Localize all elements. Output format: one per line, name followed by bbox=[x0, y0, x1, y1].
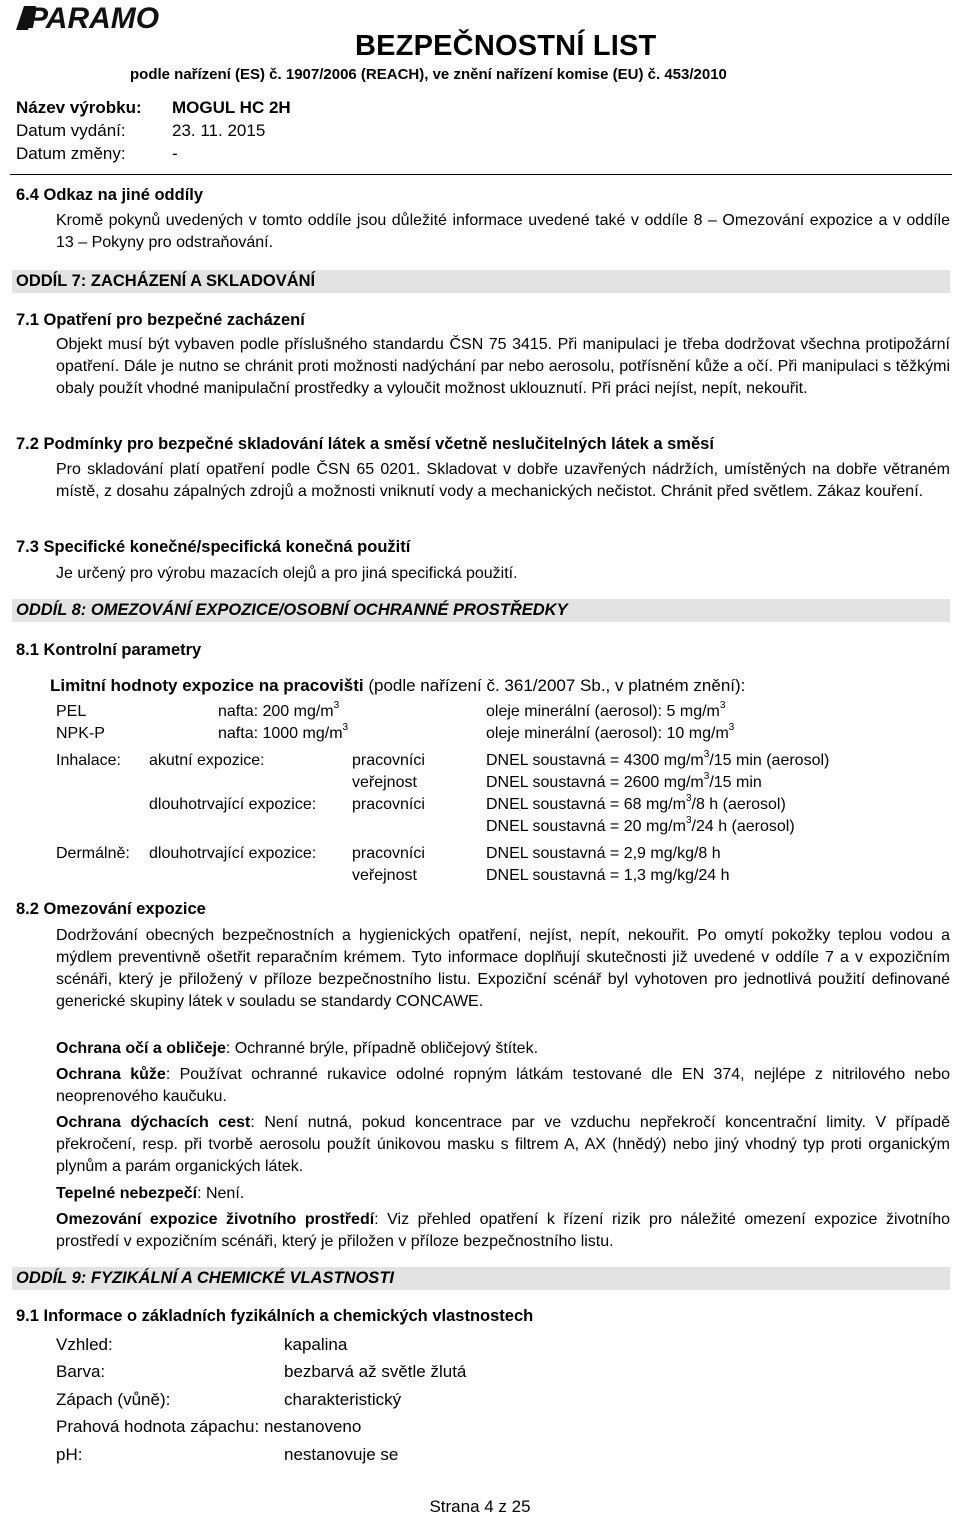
prop-value-odor-threshold: nestanoveno bbox=[263, 1417, 362, 1436]
prop-key-odor: Zápach (vůně): bbox=[56, 1390, 171, 1409]
heading-9-1: 9.1 Informace o základních fyzikálních a chemických vlastnostech bbox=[16, 1307, 534, 1325]
section-7-bar bbox=[12, 270, 950, 293]
dnel-5: DNEL soustavná = 2,9 mg/kg/8 h bbox=[486, 845, 721, 862]
limits-line bbox=[50, 676, 745, 696]
inhalation-label: Inhalace: bbox=[56, 752, 121, 769]
environmental-exposure: Omezování expozice životního prostředí: Viz přehled opatření k řízení rizik pro náležité omezení expozice životního prostředí v expozičním scénáři, který je přiložen v příloze bezpečnostního listu. bbox=[56, 1211, 950, 1250]
dnel-1: DNEL soustavná = 4300 $mg/m^3/15$ min (aerosol) bbox=[486, 748, 830, 769]
section-8-title: ODDÍL 8: OMEZOVÁNÍ EXPOZICE/OSOBNÍ OCHRANNÉ PROSTŘEDKY bbox=[16, 601, 568, 619]
workers-label-1: pracovníci bbox=[352, 752, 425, 769]
text-7-3: Je určený pro výrobu mazacích olejů a pro jiná specifická použití. bbox=[56, 565, 518, 582]
workers-label-3: pracovníci bbox=[352, 845, 425, 862]
prop-key-appearance: Vzhled: bbox=[56, 1335, 113, 1354]
prop-value-appearance: kapalina bbox=[284, 1335, 348, 1354]
dnel-4: DNEL soustavná = 20 $mg/m^3/24$ h (aerosol) bbox=[486, 814, 795, 835]
npk-value-1: nafta: 1000 $mg/m^3$ bbox=[218, 721, 349, 742]
text-6-4: Kromě pokynů uvedených v tomto oddíle jsou důležité informace uvedené také v oddíle 8 – Omezování expozice a v oddíle 13 – Pokyny pro odstraňování. bbox=[56, 212, 950, 251]
thermal-hazard: Tepelné nebezpečí: Není. bbox=[56, 1185, 245, 1202]
change-date-row bbox=[16, 144, 178, 164]
dermal-label: Dermálně: bbox=[56, 845, 130, 862]
workers-label-2: pracovníci bbox=[352, 796, 425, 813]
section-9-bar bbox=[12, 1267, 950, 1290]
heading-8-1: 8.1 Kontrolní parametry bbox=[16, 641, 202, 659]
prop-value-odor: charakteristický bbox=[284, 1390, 402, 1409]
prop-key-odor-threshold: Prahová hodnota zápachu: bbox=[56, 1417, 260, 1436]
pel-value-1: nafta: 200 $mg/m^3$ bbox=[218, 699, 340, 720]
dnel-2: DNEL soustavná = 2600 $mg/m^3/15$ min bbox=[486, 770, 762, 791]
text-7-2: Pro skladování platí opatření podle ČSN 65 0201. Skladovat v dobře uzavřených nádržích, umístěných na dobře větraném místě, z dosahu zápalných zdrojů a možnosti vniknutí vody a mechanických nečistot. Chránit před světlem. Zákaz kouření. bbox=[56, 461, 950, 500]
page-number: Strana 4 z 25 bbox=[429, 1497, 531, 1516]
respiratory-protection-label: Ochrana dýchacích cest bbox=[56, 1114, 251, 1131]
section-9-title: ODDÍL 9: FYZIKÁLNÍ A CHEMICKÉ VLASTNOSTI bbox=[16, 1269, 394, 1287]
product-label: Název výrobku: bbox=[16, 98, 142, 117]
public-label-1: veřejnost bbox=[352, 774, 417, 791]
heading-7-2: 7.2 Podmínky pro bezpečné skladování látek a směsí včetně neslučitelných látek a směsí bbox=[16, 435, 714, 453]
pel-label: PEL bbox=[56, 703, 87, 720]
document-title: BEZPEČNOSTNÍ LIST bbox=[355, 30, 657, 62]
text-7-1: Objekt musí být vybaven podle příslušného standardu ČSN 75 3415. Při manipulaci je třeba dodržovat všechna protipožární opatření. Dále je nutno se chránit proti možnosti nadýchání par nebo aerosolu, potřísnění kůže a očí. Při manipulaci s těžkými obaly použít vhodné manipulační prostředky a vyloučit možnost uklouznutí. Při práci nejíst, nepít, nekouřit. bbox=[56, 336, 950, 397]
issue-date-row bbox=[16, 121, 265, 141]
product-name-row bbox=[16, 98, 291, 118]
heading-8-2: 8.2 Omezování expozice bbox=[16, 900, 206, 918]
public-label-2: veřejnost bbox=[352, 867, 417, 884]
issue-label: Datum vydání: bbox=[16, 121, 126, 140]
issue-value: 23. 11. 2015 bbox=[172, 121, 266, 140]
paramo-logo bbox=[14, 2, 214, 32]
heading-6-4: 6.4 Odkaz na jiné oddíly bbox=[16, 186, 204, 204]
dnel-6: DNEL soustavná = 1,3 mg/kg/24 h bbox=[486, 867, 730, 884]
prop-value-color: bezbarvá až světle žlutá bbox=[284, 1362, 467, 1381]
pel-value-2: oleje minerální (aerosol): 5 $mg/m^3$ bbox=[486, 699, 726, 720]
skin-protection: Ochrana kůže: Používat ochranné rukavice odolné ropným látkám testované dle EN 374, nejlépe z nitrilového nebo neoprenového kaučuku. bbox=[56, 1066, 951, 1105]
npk-label: NPK-P bbox=[56, 725, 105, 742]
heading-7-3: 7.3 Specifické konečné/specifická konečná použití bbox=[16, 538, 411, 556]
product-value: MOGUL HC 2H bbox=[172, 98, 291, 117]
longterm-exposure-label-2: dlouhotrvající expozice: bbox=[149, 845, 317, 862]
thermal-hazard-label: Tepelné nebezpečí bbox=[56, 1185, 198, 1202]
section-8-bar bbox=[12, 599, 950, 622]
eye-protection-label: Ochrana očí a obličeje bbox=[56, 1040, 226, 1057]
npk-value-2: oleje minerální (aerosol): 10 $mg/m^3$ bbox=[486, 721, 735, 742]
heading-7-1: 7.1 Opatření pro bezpečné zacházení bbox=[16, 311, 305, 329]
respiratory-protection: Ochrana dýchacích cest: Není nutná, pokud koncentrace par ve vzduchu nepřekročí koncentrační limity. V případě překročení, resp. při tvorbě aerosolu použít únikovou masku s filtrem A, AX (hnědý) nebo jiný vhodný typ proti organickým plynům a parám organických látek. bbox=[56, 1114, 951, 1175]
eye-protection: Ochrana očí a obličeje: Ochranné brýle, případně obličejový štítek. bbox=[56, 1040, 539, 1057]
change-label: Datum změny: bbox=[16, 144, 126, 163]
dnel-3: DNEL soustavná = 68 $mg/m^3/8$ h (aerosol) bbox=[486, 792, 786, 813]
environmental-exposure-label: Omezování expozice životního prostředí bbox=[56, 1211, 375, 1228]
change-value: - bbox=[172, 144, 178, 163]
prop-value-ph: nestanovuje se bbox=[284, 1445, 399, 1464]
skin-protection-label: Ochrana kůže bbox=[56, 1066, 166, 1083]
logo-text: PARAMO bbox=[28, 2, 160, 32]
document-subtitle: podle nařízení (ES) č. 1907/2006 (REACH), ve znění nařízení komise (EU) č. 453/2010 bbox=[130, 66, 727, 83]
prop-key-ph: pH: bbox=[56, 1445, 83, 1464]
header-divider bbox=[10, 174, 952, 175]
longterm-exposure-label-1: dlouhotrvající expozice: bbox=[149, 796, 317, 813]
limits-rest: (podle nařízení č. 361/2007 Sb., v platném znění): bbox=[363, 676, 746, 695]
prop-row-odor-threshold bbox=[56, 1417, 361, 1437]
section-7-title: ODDÍL 7: ZACHÁZENÍ A SKLADOVÁNÍ bbox=[16, 272, 316, 290]
limits-bold: Limitní hodnoty expozice na pracovišti bbox=[50, 676, 364, 695]
acute-exposure-label: akutní expozice: bbox=[149, 752, 265, 769]
text-8-2: Dodržování obecných bezpečnostních a hygienických opatření, nejíst, nepít, nekouřit. Po omytí pokožky teplou vodou a mýdlem preventivně ošetřit reparačním krémem. Tyto informace doplňují skutečnosti již uvedené v oddíle 7 a v expozičním scénáři, který je přiložený v příloze bezpečnostního listu. Expoziční scénář byl vyhotoven pro jednotlivá použití definované generické skupiny látek v souladu se standardy CONCAWE. bbox=[56, 927, 950, 1010]
prop-key-color: Barva: bbox=[56, 1362, 106, 1381]
